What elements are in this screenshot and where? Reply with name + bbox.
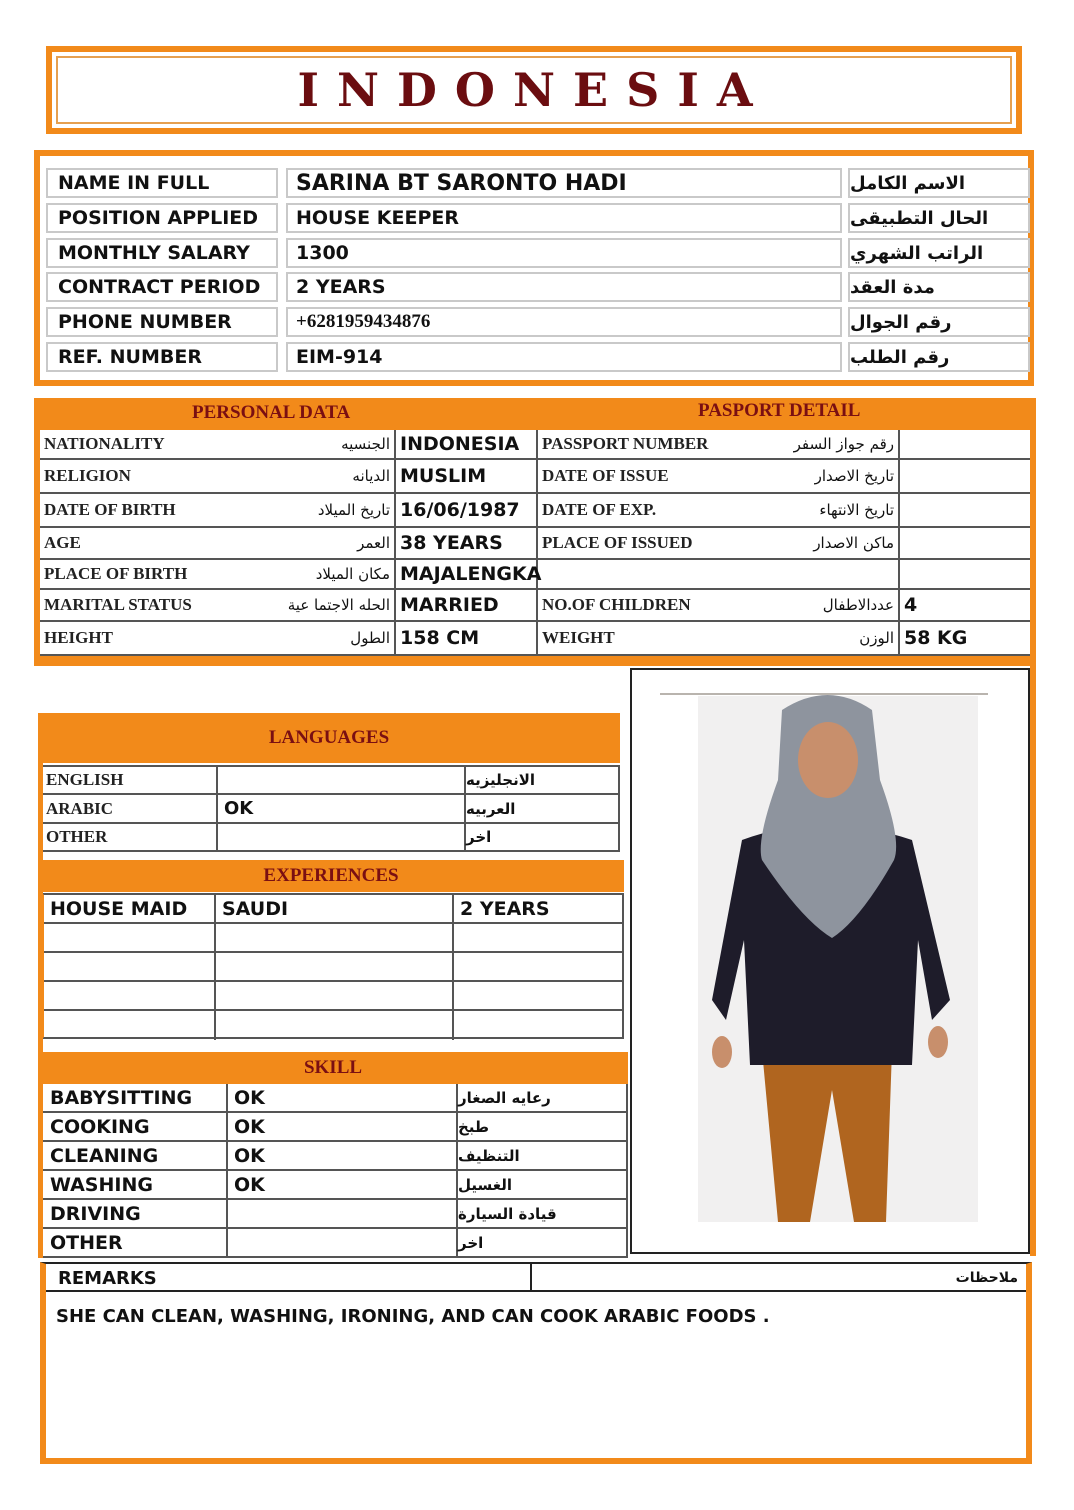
passport-label: WEIGHT [542,628,615,647]
personal-value-cell [396,430,538,458]
experience-country: SAUDI [222,897,289,920]
skill-label-cell [42,1142,226,1169]
info-row-contract [46,272,1022,302]
skill-value-cell [226,1084,456,1111]
personal-arabic: الديانه [352,467,390,485]
personal-heading: PERSONAL DATA [192,402,351,423]
table-row [44,953,622,982]
skill-label: CLEANING [50,1144,159,1167]
personal-arabic: الجنسيه [341,435,390,453]
applicant-photo-illustration [632,670,1028,1252]
info-row-position [46,203,1022,233]
passport-arabic: تاريخ الانتهاء [819,501,894,519]
personal-value: 38 YEARS [400,532,503,554]
language-label: ENGLISH [46,770,124,789]
info-label: MONTHLY SALARY [46,238,278,268]
info-label: CONTRACT PERIOD [46,272,278,302]
experience-country-cell [214,953,452,980]
skill-label-cell [42,1200,226,1227]
personal-value: MUSLIM [400,465,487,487]
passport-value: 58 KG [904,627,968,649]
info-arabic: مدة العقد [848,272,1030,302]
info-arabic: رقم الجوال [848,307,1030,337]
passport-value-cell [900,494,1030,526]
skill-label: DRIVING [50,1202,141,1225]
personal-value: MARRIED [400,594,499,616]
table-row [44,924,622,953]
title-inner [56,56,1012,124]
info-label: NAME IN FULL [46,168,278,198]
experience-job-cell [44,924,214,951]
personal-value-cell [396,622,538,654]
passport-field [538,528,900,558]
personal-field [40,590,396,620]
personal-field [40,460,396,492]
table-row [42,767,618,795]
experience-job-cell [44,1011,214,1040]
language-value: OK [224,798,254,819]
skill-heading: SKILL [38,1052,628,1084]
passport-value-cell [900,622,1030,654]
remarks-box [40,1262,1032,1464]
language-value-cell [216,795,464,822]
skill-value-cell [226,1113,456,1140]
personal-passport-section [34,398,1036,666]
table-row [40,430,1030,460]
table-row [40,560,1030,590]
info-row-salary [46,238,1022,268]
languages-table [42,765,620,852]
personal-label: RELIGION [44,466,131,485]
language-arabic: الانجليزيه [464,767,618,793]
table-row [40,528,1030,560]
personal-label: AGE [44,533,81,552]
table-row [42,1229,626,1258]
table-row [42,1200,626,1229]
personal-label: DATE OF BIRTH [44,500,176,519]
personal-value: MAJALENGKA [400,563,542,585]
personal-arabic: الحله الاجتما عية [287,596,390,614]
info-row-name [46,168,1022,198]
info-label: REF. NUMBER [46,342,278,372]
info-arabic: الراتب الشهري [848,238,1030,268]
passport-field [538,494,900,526]
personal-value-cell [396,494,538,526]
remarks-arabic: ملاحظات [955,1270,1018,1286]
passport-label: DATE OF EXP. [542,500,657,519]
experience-period-cell [452,924,622,951]
passport-value-cell [900,560,1030,588]
passport-arabic: تاريخ الاصدار [814,467,894,485]
personal-field [40,494,396,526]
language-label: OTHER [46,827,108,846]
info-arabic: رقم الطلب [848,342,1030,372]
skill-value: OK [234,1173,265,1196]
remarks-text: SHE CAN CLEAN, WASHING, IRONING, AND CAN COOK ARABIC FOODS . [56,1306,770,1327]
skill-value: OK [234,1144,265,1167]
language-label-cell [42,824,216,850]
languages-heading: LANGUAGES [38,713,620,763]
personal-arabic: الطول [350,629,390,647]
info-row-phone [46,307,1022,337]
skill-label-cell [42,1229,226,1256]
remarks-divider [530,1264,532,1292]
skill-arabic: طبخ [456,1113,626,1140]
personal-label: NATIONALITY [44,434,165,453]
personal-label: MARITAL STATUS [44,595,192,614]
personal-label: PLACE OF BIRTH [44,564,188,583]
personal-value: 16/06/1987 [400,499,520,521]
skill-label: BABYSITTING [50,1086,193,1109]
experience-period: 2 YEARS [460,897,550,920]
skill-label-cell [42,1171,226,1198]
language-value-cell [216,824,464,850]
language-label-cell [42,767,216,793]
skill-value-cell [226,1142,456,1169]
passport-arabic: ماكن الاصدار [813,534,894,552]
personal-field [40,528,396,558]
experience-country-cell [214,1011,452,1040]
personal-label: HEIGHT [44,628,113,647]
skill-value: OK [234,1115,265,1138]
left-accent-strip [38,763,43,1258]
skill-label-cell [42,1113,226,1140]
info-arabic: الحال التطبيقى [848,203,1030,233]
table-row [40,460,1030,494]
table-row [42,1171,626,1200]
remarks-header [46,1264,1026,1292]
personal-value: 158 CM [400,627,480,649]
info-arabic: الاسم الكامل [848,168,1030,198]
passport-value-cell [900,460,1030,492]
table-row [42,824,618,852]
personal-arabic: تاريخ الميلاد [317,501,390,519]
skill-label: OTHER [50,1231,123,1254]
passport-label: PLACE OF ISSUED [542,533,693,552]
personal-field [40,622,396,654]
info-value: +6281959434876 [286,307,842,337]
passport-arabic: الوزن [859,629,894,647]
experience-period-cell [452,895,622,922]
language-label: ARABIC [46,798,114,818]
personal-field [40,430,396,458]
right-accent-strip [1030,666,1036,1256]
experience-country-cell [214,982,452,1009]
info-value: EIM-914 [286,342,842,372]
table-row [40,622,1030,656]
info-row-ref [46,342,1022,372]
skill-arabic: اخر [456,1229,626,1256]
personal-value-cell [396,460,538,492]
experience-period-cell [452,953,622,980]
passport-field [538,622,900,654]
skill-label: WASHING [50,1173,153,1196]
passport-heading: PASPORT DETAIL [698,400,861,421]
passport-arabic: عددالاطفال [822,596,894,614]
table-row [44,1011,622,1040]
passport-value-cell [900,590,1030,620]
experience-country-cell [214,895,452,922]
applicant-photo [630,668,1030,1254]
personal-value: INDONESIA [400,433,520,455]
skill-arabic: الغسيل [456,1171,626,1198]
skill-label: COOKING [50,1115,150,1138]
info-value: 2 YEARS [286,272,842,302]
language-label-cell [42,795,216,822]
experiences-heading: EXPERIENCES [38,860,624,892]
passport-field [538,590,900,620]
language-value-cell [216,767,464,793]
skill-value-cell [226,1200,456,1227]
info-label: POSITION APPLIED [46,203,278,233]
info-value: SARINA BT SARONTO HADI [286,168,842,198]
personal-field [40,560,396,588]
language-arabic: العربيه [464,795,618,822]
table-row [40,590,1030,622]
passport-label: NO.OF CHILDREN [542,595,691,614]
passport-value-cell [900,430,1030,458]
experiences-table [42,893,624,1039]
info-value: 1300 [286,238,842,268]
passport-value: 4 [904,594,918,616]
experience-country-cell [214,924,452,951]
skill-arabic: رعايه الصغار [456,1084,626,1111]
skill-value: OK [234,1086,265,1109]
skill-arabic: قيادة السيارة [456,1200,626,1227]
table-row [42,1142,626,1171]
table-row [44,895,622,924]
page-title: INDONESIA [297,63,771,117]
language-arabic: اخر [464,824,618,850]
personal-value-cell [396,590,538,620]
experience-period-cell [452,982,622,1009]
applicant-info [34,150,1034,386]
personal-value-cell [396,560,542,588]
personal-arabic: مكان الميلاد [315,565,390,583]
skill-arabic: التنظيف [456,1142,626,1169]
title-frame [46,46,1022,134]
table-row [42,795,618,824]
personal-value-cell [396,528,538,558]
table-row [44,982,622,1011]
info-label: PHONE NUMBER [46,307,278,337]
table-row [42,1084,626,1113]
passport-value-cell [900,528,1030,558]
experience-job-cell [44,982,214,1009]
passport-label: PASSPORT NUMBER [542,434,709,453]
experience-job-cell [44,895,214,922]
table-row [40,494,1030,528]
passport-field [538,460,900,492]
info-value: HOUSE KEEPER [286,203,842,233]
skill-value-cell [226,1229,456,1256]
passport-label: DATE OF ISSUE [542,466,669,485]
passport-field [538,430,900,458]
skill-label-cell [42,1084,226,1111]
personal-passport-table [40,430,1030,656]
table-row [42,1113,626,1142]
passport-field [538,560,900,588]
experience-period-cell [452,1011,622,1040]
remarks-label: REMARKS [58,1268,157,1289]
experience-job-cell [44,953,214,980]
skill-value-cell [226,1171,456,1198]
passport-arabic: رقم جواز السفر [793,435,894,453]
skill-table [42,1084,628,1258]
experience-job: HOUSE MAID [50,897,188,920]
personal-arabic: العمر [357,534,390,552]
